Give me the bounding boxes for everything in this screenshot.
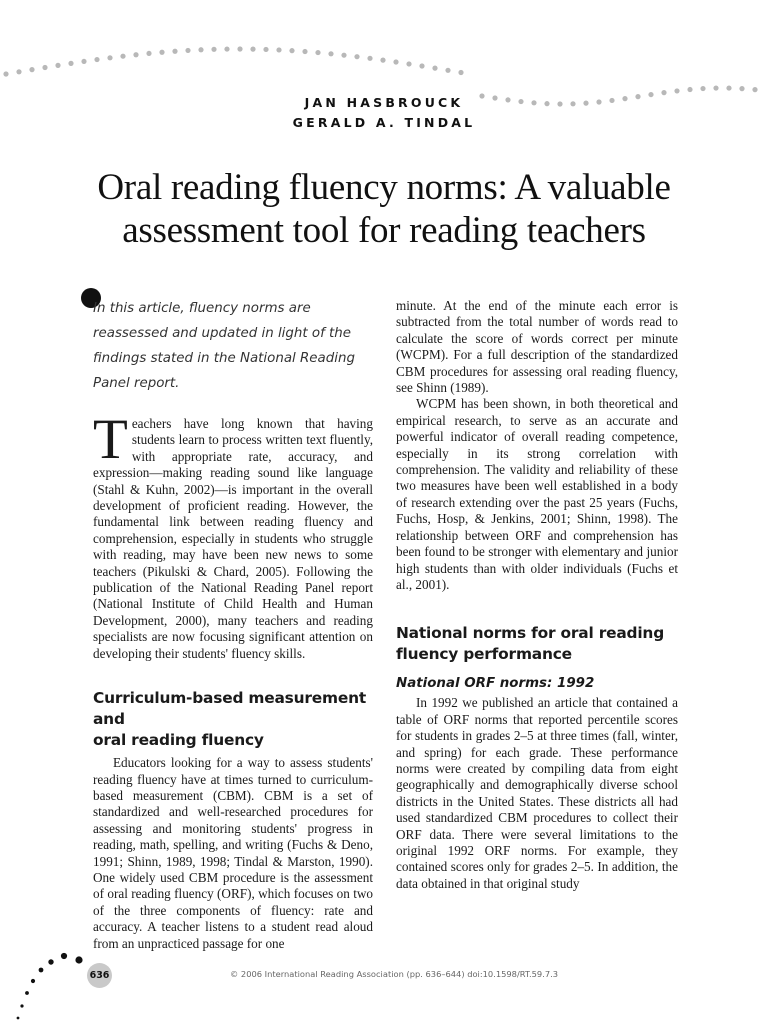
decorative-dot	[146, 51, 151, 56]
decorative-dot	[107, 55, 112, 60]
decorative-dot	[25, 991, 29, 995]
footer-citation: © 2006 International Reading Association (pp. 636–644) doi:10.1598/RT.59.7.3	[230, 969, 559, 979]
decorative-dot	[16, 69, 21, 74]
decorative-dot	[185, 48, 190, 53]
decorative-dot	[55, 63, 60, 68]
decorative-dot	[700, 86, 705, 91]
left-column	[93, 296, 373, 952]
decorative-dot	[445, 68, 450, 73]
article-title	[60, 166, 708, 252]
decorative-dot	[315, 50, 320, 55]
decorative-dot	[354, 54, 359, 59]
decorative-dot	[302, 49, 307, 54]
decorative-dot	[328, 51, 333, 56]
decorative-dot	[263, 47, 268, 52]
title-line-2: assessment tool for reading teachers	[122, 210, 646, 251]
decorative-dot	[289, 48, 294, 53]
decorative-dot	[341, 53, 346, 58]
section-heading-national-norms: National norms for oral reading fluency performance	[396, 624, 665, 664]
author-name-1: JAN HASBROUCK	[304, 95, 464, 110]
abstract-text: In this article, fluency norms are reassessed and updated in light of the findings stated in the National Reading Panel report.	[93, 301, 355, 391]
decorative-dot	[94, 57, 99, 62]
page-number-badge: 636	[87, 963, 112, 988]
wcpm-paragraph-continued: minute. At the end of the minute each error is subtracted from the total number of words read to calculate the score of words correct per minute (WCPM). For a full description of the standardized CBM procedures for assessing oral reading fluency, see Shinn (1989).	[396, 298, 678, 396]
decorative-dot	[752, 87, 757, 92]
decorative-dot	[237, 46, 242, 51]
decorative-dot	[172, 49, 177, 54]
cbm-paragraph: Educators looking for a way to assess students' reading fluency have at times turned to curriculum-based measurement (CBM). CBM is a set of standardized and well-researched procedures for assessing and monitoring students' progress in reading, math, spelling, and writing (Fuchs & Deno, 1991; Shinn, 1989, 1998; Tindal & Marston, 1990). One widely used CBM procedure is the assessment of oral reading fluency (ORF), which focuses on two of the three components of fluency: rate and accuracy. A teacher listens to a student read aloud from an unpracticed passage for one	[93, 755, 373, 951]
decorative-dot	[42, 65, 47, 70]
decorative-dot	[31, 979, 35, 983]
decorative-dot	[406, 61, 411, 66]
title-line-1: Oral reading fluency norms: A valuable	[97, 167, 671, 208]
decorative-dot	[367, 56, 372, 61]
decorative-dot	[39, 968, 44, 973]
intro-paragraph	[93, 408, 373, 662]
drop-cap: T	[93, 408, 128, 471]
decorative-dot	[393, 59, 398, 64]
decorative-dot	[120, 54, 125, 59]
wcpm-validity-paragraph: WCPM has been shown, in both theoretical and empirical research, to serve as an accurate and powerful indicator of overall reading competence, especially in its strong correlation with comprehension. The validity and reliability of these two measures have been well established in a body of research extending over the past 25 years (Fuchs, Fuchs, Hosp, & Jenkins, 2001; Shinn, 1998). The relationship between ORF and comprehension has been found to be stronger with elementary and junior high students than with older individuals (Fuchs et al., 2001).	[396, 396, 678, 592]
decorative-dot	[687, 87, 692, 92]
decorative-dot	[674, 88, 679, 93]
decorative-dot	[3, 71, 8, 76]
subheading-orf-1992: National ORF norms: 1992	[396, 676, 595, 692]
decorative-dot	[250, 47, 255, 52]
decorative-dot	[211, 47, 216, 52]
decorative-dot	[159, 50, 164, 55]
decorative-dot	[739, 86, 744, 91]
section-heading-cbm: Curriculum-based measurement and oral reading fluency	[93, 689, 367, 750]
decorative-dot	[276, 47, 281, 52]
decorative-dot	[380, 58, 385, 63]
decorative-dot	[713, 85, 718, 90]
decorative-dot	[419, 63, 424, 68]
norms-1992-paragraph: In 1992 we published an article that contained a table of ORF norms that reported percentile scores for students in grades 2–5 at three times (fall, winter, and spring) for each grade. These performance norms were created by compiling data from eight geographically and demographically diverse school districts in the United States. These districts all had used standardized CBM procedures to collect their ORF data. There were several limitations to the original 1992 ORF norms. For example, they contained scores only for grades 2–5. In addition, the data obtained in that original study	[396, 695, 678, 891]
decorative-dot	[133, 52, 138, 57]
decorative-dot	[68, 61, 73, 66]
intro-section	[93, 408, 373, 662]
decorative-dot	[432, 66, 437, 71]
decorative-dot	[726, 85, 731, 90]
decorative-dot	[224, 46, 229, 51]
decorative-dot	[20, 1004, 23, 1007]
decorative-dot	[198, 47, 203, 52]
decorative-dot	[29, 67, 34, 72]
intro-paragraph-text: eachers have long known that having students learn to process written text fluently, with appropriate rate, accuracy, and expression—making reading sound like language (Stahl & Kuhn, 2002)—is important in the overall development of proficient reading. However, the fundamental link between reading fluency and comprehension, especially in students who struggle with reading, may have been new news to some teachers (Pikulski & Chard, 2005). Following the publication of the National Reading Panel report (National Institute of Child Health and Human Development, 2000), many teachers and reading specialists are now focusing significant attention on developing their students' fluency skills.	[93, 416, 373, 661]
decorative-dot	[75, 956, 82, 963]
decorative-dot	[61, 953, 67, 959]
decorative-dot	[458, 70, 463, 75]
right-column	[396, 298, 678, 892]
decorative-dot	[81, 59, 86, 64]
author-name-2: GERALD A. TINDAL	[292, 115, 476, 130]
decorative-dot	[48, 959, 53, 964]
decorative-dot	[17, 1017, 20, 1020]
